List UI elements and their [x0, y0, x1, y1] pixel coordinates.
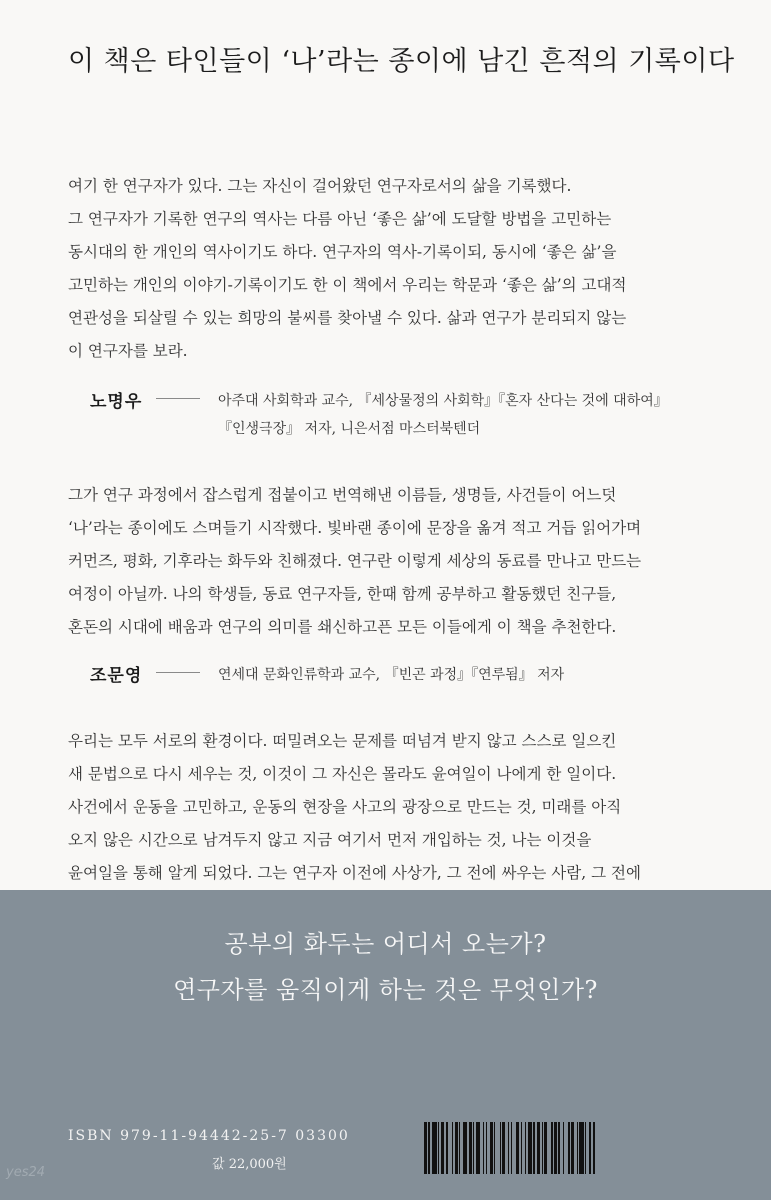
blurb-line: 혼돈의 시대에 배움과 연구의 의미를 쇄신하고픈 모든 이들에게 이 책을 추천한다.: [68, 618, 617, 636]
barcode-bar: [446, 1122, 447, 1174]
barcode-bar: [490, 1122, 493, 1174]
barcode-bar: [508, 1122, 509, 1174]
author-info-line: 아주대 사회학과 교수, 『세상물정의 사회학』『혼자 산다는 것에 대하여』: [218, 393, 668, 409]
barcode-bar: [542, 1122, 543, 1174]
blurb-line: 고민하는 개인의 이야기-기록이기도 한 이 책에서 우리는 학문과 ‘좋은 삶’의 고대적: [68, 276, 627, 294]
barcode-bar: [476, 1122, 480, 1174]
barcode-bar: [438, 1122, 439, 1174]
author-name: 노명우: [90, 392, 143, 412]
barcode-bar: [473, 1122, 474, 1174]
barcode-bar: [459, 1122, 460, 1174]
barcode-bar: [533, 1122, 534, 1174]
isbn-text: ISBN 979-11-94442-25-7 03300: [68, 1128, 350, 1144]
blurb-line: 이 연구자를 보라.: [68, 342, 188, 360]
barcode-bar: [483, 1122, 484, 1174]
barcode-bar: [469, 1122, 472, 1174]
blurb-line: 그가 연구 과정에서 잡스럽게 접붙이고 번역해낸 이름들, 생명들, 사건들이 어느덧: [68, 486, 617, 504]
headline: 이 책은 타인들이 ‘나’라는 종이에 남긴 흔적의 기록이다: [68, 46, 735, 77]
blurb-line: 여정이 아닐까. 나의 학생들, 동료 연구자들, 한때 함께 공부하고 활동했던 친구들,: [68, 585, 617, 603]
blurb-line: 여기 한 연구자가 있다. 그는 자신이 걸어왔던 연구자로서의 삶을 기록했다.: [68, 177, 572, 195]
barcode-bar: [537, 1122, 540, 1174]
author-name: 조문영: [90, 666, 143, 686]
barcode-bar: [571, 1122, 574, 1174]
blurb-line: 연관성을 되살릴 수 있는 희망의 불씨를 찾아낼 수 있다. 삶과 연구가 분리되지 않는: [68, 309, 627, 327]
barcode-bar: [424, 1122, 427, 1174]
blurb-line: 새 문법으로 다시 세우는 것, 이것이 그 자신은 몰라도 윤여일이 나에게 한 일이다.: [68, 765, 617, 783]
blurb-line: ‘나’라는 종이에도 스며들기 시작했다. 빛바랜 종이에 문장을 옮겨 적고 거듭 읽어가며: [68, 519, 642, 537]
barcode-bar: [463, 1122, 467, 1174]
divider-dash: [156, 672, 200, 673]
barcode-bar: [452, 1122, 453, 1174]
blurb-line: 사건에서 운동을 고민하고, 운동의 현장을 사고의 광장으로 만드는 것, 미래를 아직: [68, 798, 622, 816]
barcode-bar: [577, 1122, 578, 1174]
barcode-bar: [551, 1122, 552, 1174]
barcode-bar: [525, 1122, 526, 1174]
barcode-bar: [500, 1122, 501, 1174]
barcode-bar: [486, 1122, 487, 1174]
barcode-bar: [544, 1122, 547, 1174]
barcode-bar: [589, 1122, 590, 1174]
barcode-bar: [511, 1122, 512, 1174]
blurb-line: 오지 않은 시간으로 남겨두지 않고 지금 여기서 먼저 개입하는 것, 나는 이것을: [68, 831, 592, 849]
barcode-bar: [579, 1122, 583, 1174]
barcode-bar: [554, 1122, 557, 1174]
author-info: [218, 661, 564, 689]
barcode-bar: [441, 1122, 444, 1174]
barcode-bar: [558, 1122, 559, 1174]
barcode-bar: [593, 1122, 594, 1174]
divider-dash: [156, 398, 200, 399]
blurb-line: 그 연구자가 기록한 연구의 역사는 다름 아닌 ‘좋은 삶’에 도달할 방법을 고민하는: [68, 210, 612, 228]
blurb-3: [68, 725, 718, 890]
author-info-line: 『인생극장』 저자, 니은서점 마스터북텐더: [218, 421, 481, 437]
question-2: 연구자를 움직이게 하는 것은 무엇인가?: [173, 976, 598, 1004]
watermark-logo: yes24: [6, 1165, 46, 1180]
barcode-bar: [432, 1122, 436, 1174]
blurb-2: [68, 479, 718, 644]
blurb-line: 커먼즈, 평화, 기후라는 화두와 친해졌다. 연구란 이렇게 세상의 동료를 만나고 만드는: [68, 552, 642, 570]
barcode-bar: [516, 1122, 519, 1174]
question-1: 공부의 화두는 어디서 오는가?: [224, 930, 547, 958]
barcode-bar: [568, 1122, 569, 1174]
blurb-1: [68, 170, 718, 368]
author-info-line: 연세대 문화인류학과 교수, 『빈곤 과정』『연루됨』 저자: [218, 667, 565, 683]
barcode-bar: [563, 1122, 564, 1174]
barcode-bar: [428, 1122, 429, 1174]
blurb-line: 우리는 모두 서로의 환경이다. 떠밀려오는 문제를 떠넘겨 받지 않고 스스로 일으킨: [68, 732, 617, 750]
barcode-bar: [585, 1122, 586, 1174]
barcode-bar: [521, 1122, 522, 1174]
author-info: [218, 387, 668, 443]
barcode-bar: [528, 1122, 532, 1174]
barcode-bar: [455, 1122, 458, 1174]
price-text: 값 22,000원: [212, 1157, 287, 1172]
blurb-line: 윤여일을 통해 알게 되었다. 그는 연구자 이전에 사상가, 그 전에 싸우는 사람, 그 전에: [68, 864, 641, 882]
barcode-bar: [494, 1122, 495, 1174]
barcode: [424, 1122, 700, 1174]
blurb-line: 동시대의 한 개인의 역사이기도 하다. 연구자의 역사-기록이되, 동시에 ‘좋은 삶’을: [68, 243, 617, 261]
barcode-bar: [502, 1122, 505, 1174]
